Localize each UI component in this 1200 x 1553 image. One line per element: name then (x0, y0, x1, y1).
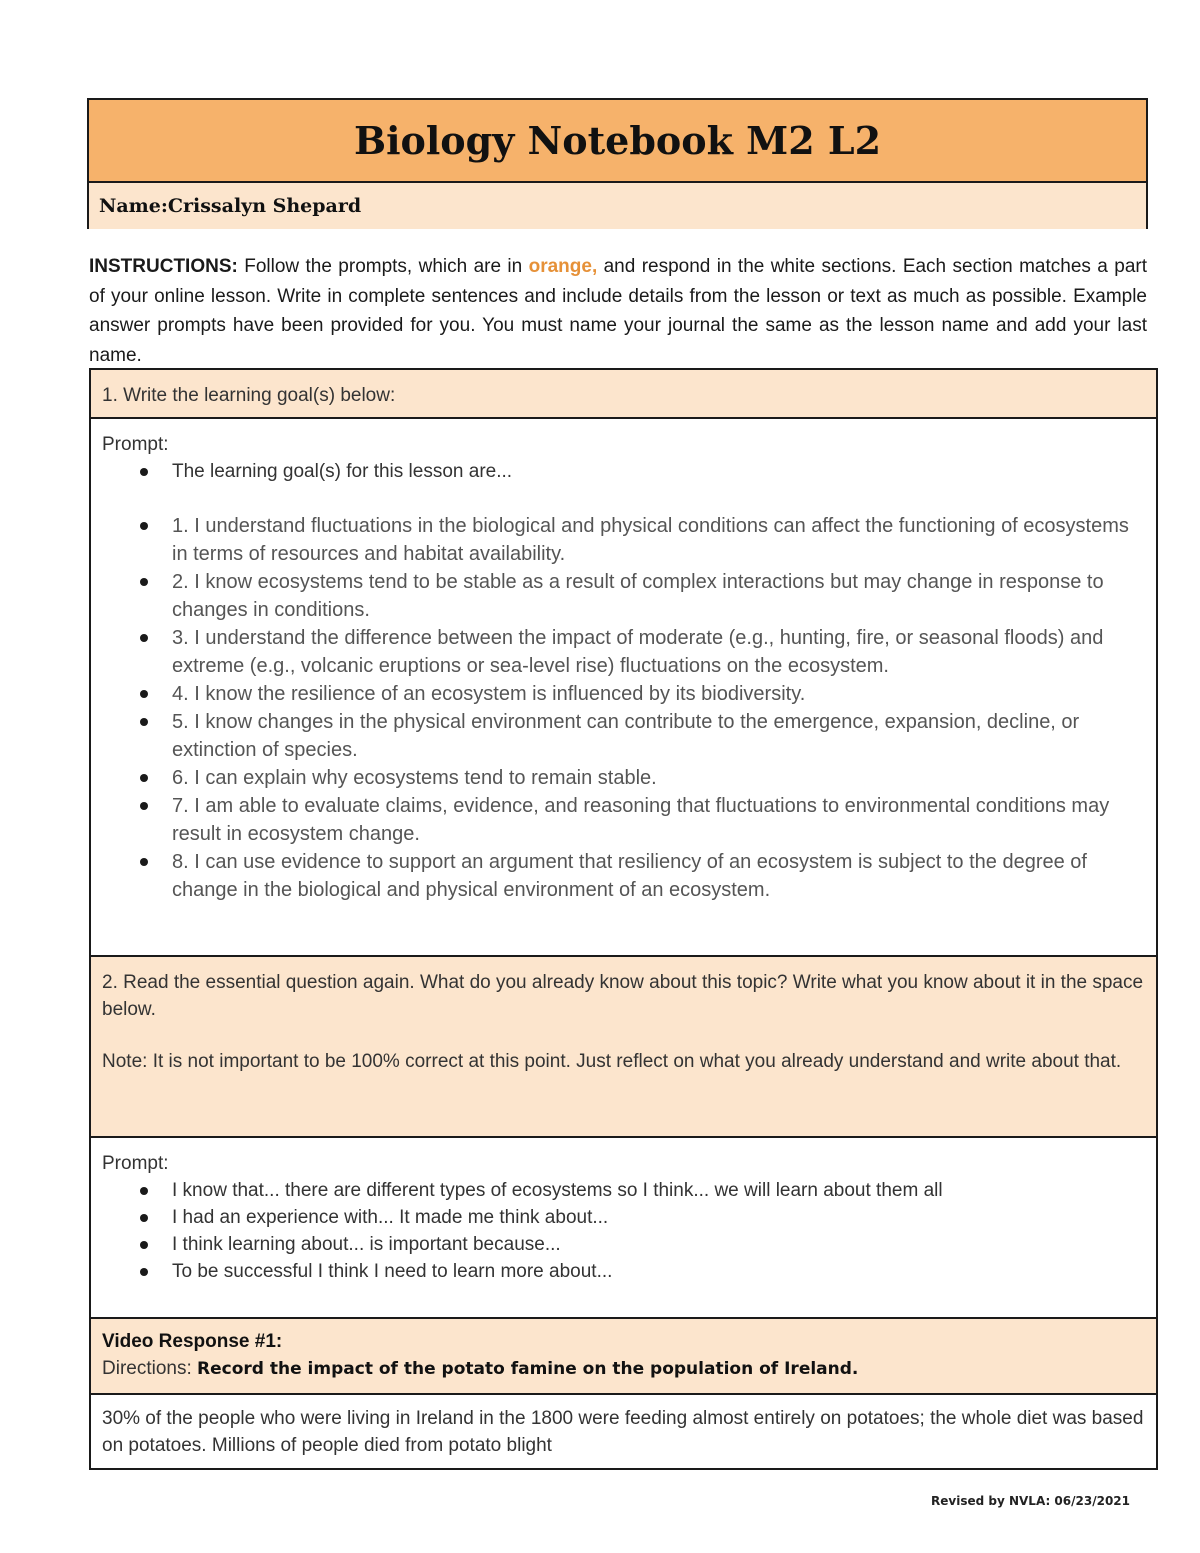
instructions-paragraph (89, 252, 1147, 370)
page-title: Biology Notebook M2 L2 (89, 100, 1146, 183)
section2-response-row[interactable] (91, 1136, 1158, 1317)
instructions-highlight: orange, (528, 256, 598, 277)
section2-bullet: To be successful I think I need to learn more about... (172, 1258, 1144, 1285)
video-response-title: Video Response #1: (102, 1331, 283, 1352)
learning-goal-item: 2. I know ecosystems tend to be stable as a result of complex interactions but may change in response to changes in conditions. (172, 568, 1144, 624)
learning-goal-item: 6. I can explain why ecosystems tend to remain stable. (172, 764, 1144, 792)
instructions-text-before: Follow the prompts, which are in (237, 256, 529, 277)
section2-bullet: I think learning about... is important because... (172, 1231, 1144, 1258)
section1-intro-list (102, 458, 1144, 485)
section2-note: Note: It is not important to be 100% correct at this point. Just reflect on what you already understand and write about that. (102, 1051, 1122, 1072)
notebook-header (87, 98, 1148, 229)
video-response-directions (102, 1355, 1144, 1383)
notebook-table (89, 368, 1158, 1470)
section1-prompt-header: 1. Write the learning goal(s) below: (102, 385, 396, 406)
directions-text: Record the impact of the potato famine on the population of Ireland. (197, 1359, 859, 1379)
learning-goal-item: 1. I understand fluctuations in the biological and physical conditions can affect the functioning of ecosystems in terms of resources and habitat availability. (172, 512, 1144, 568)
section1-intro-bullet: The learning goal(s) for this lesson are... (172, 458, 1144, 485)
learning-goal-item: 5. I know changes in the physical environment can contribute to the emergence, expansion, decline, or extinction of species. (172, 708, 1144, 764)
student-name: Name:Crissalyn Shepard (89, 183, 1146, 229)
section1-response-row[interactable] (91, 417, 1158, 955)
learning-goal-item: 4. I know the resilience of an ecosystem is influenced by its biodiversity. (172, 680, 1144, 708)
video-response-answer: 30% of the people who were living in Ireland in the 1800 were feeding almost entirely on potatoes; the whole diet was based on potatoes. Millions of people died from potato blight (102, 1408, 1144, 1456)
section2-bullet: I had an experience with... It made me think about... (172, 1204, 1144, 1231)
learning-goals-list (102, 512, 1144, 904)
section2-prompt-row (91, 955, 1158, 1136)
learning-goal-item: 7. I am able to evaluate claims, evidence, and reasoning that fluctuations to environmental conditions may result in ecosystem change. (172, 792, 1144, 848)
instructions-label: INSTRUCTIONS: (89, 256, 238, 277)
section2-question: 2. Read the essential question again. What do you already know about this topic? Write what you know about it in the space below. (102, 972, 1144, 1020)
directions-label: Directions: (102, 1358, 198, 1379)
section1-prompt-row (91, 368, 1158, 417)
video-response-answer-row[interactable] (91, 1393, 1158, 1470)
video-response-prompt-row (91, 1317, 1158, 1393)
revision-footer: Revised by NVLA: 06/23/2021 (931, 1494, 1130, 1508)
section2-bullet-list (102, 1177, 1144, 1285)
section1-prompt-label: Prompt: (102, 434, 169, 455)
learning-goal-item: 3. I understand the difference between the impact of moderate (e.g., hunting, fire, or seasonal floods) and extreme (e.g., volcanic eruptions or sea-level rise) fluctuations on the ecosystem. (172, 624, 1144, 680)
instructions-text-after: and respond in the white sections. Each section matches a part of your online lesson. Write in complete sentences and include details from the lesson or text as much as possible. Example answer prompts have been provided for you. You must name your journal the same as the lesson name and add your last name. (89, 256, 1147, 366)
section2-prompt-label: Prompt: (102, 1153, 169, 1174)
section2-bullet: I know that... there are different types of ecosystems so I think... we will learn about them all (172, 1177, 1144, 1204)
learning-goal-item: 8. I can use evidence to support an argument that resiliency of an ecosystem is subject to the degree of change in the biological and physical environment of an ecosystem. (172, 848, 1144, 904)
